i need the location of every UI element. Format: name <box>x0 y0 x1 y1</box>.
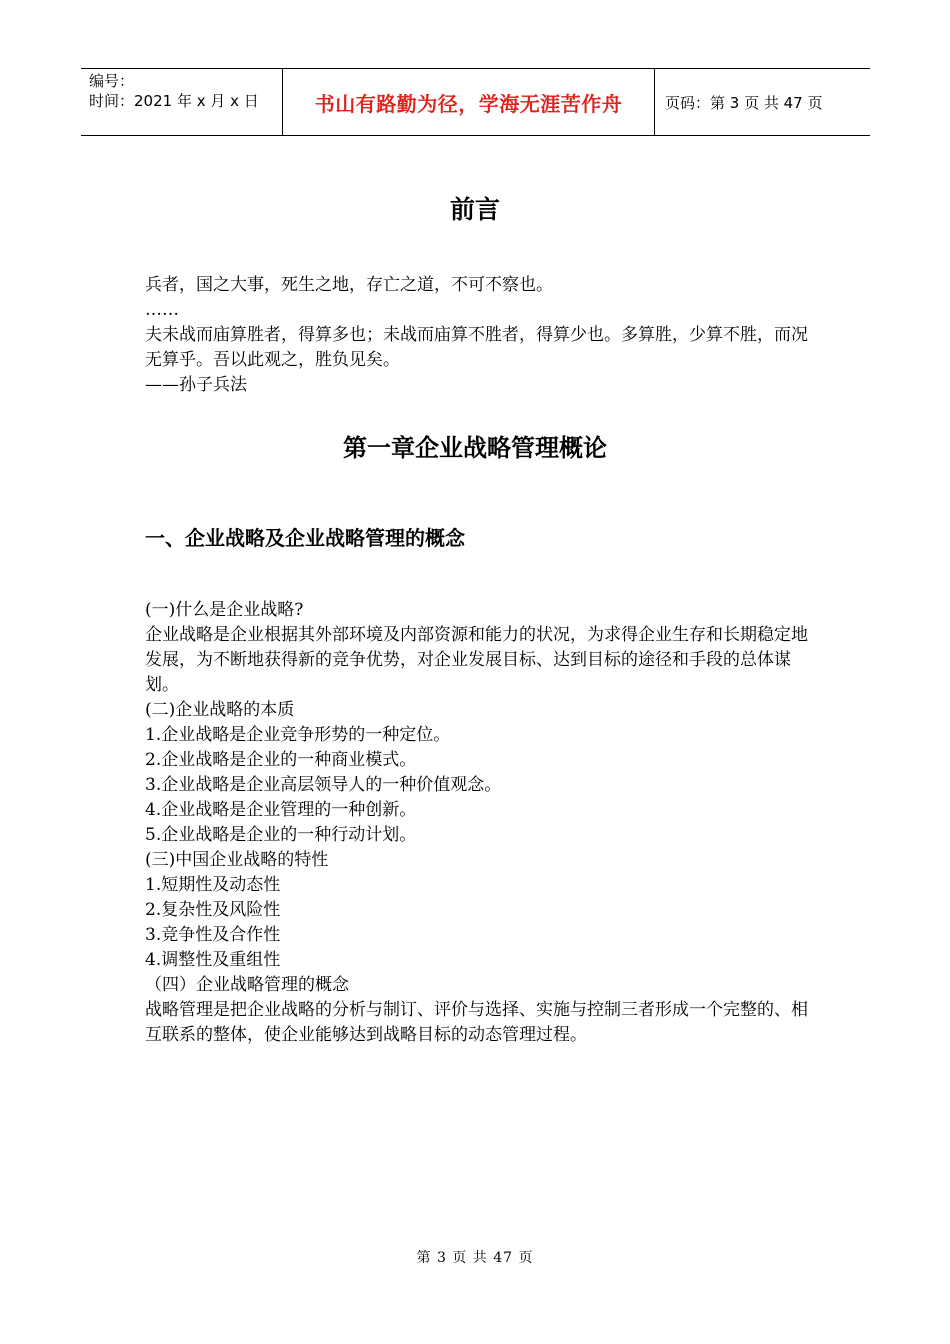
preface-title: 前言 <box>449 195 500 224</box>
body-paragraph: 企业战略是企业根据其外部环境及内部资源和能力的状况，为求得企业生存和长期稳定地发展，为不断地获得新的竞争优势，对企业发展目标、达到目标的途径和手段的总体谋划。 <box>145 625 808 695</box>
header-page-info: 页码：第 3 页 共 47 页 <box>665 93 823 112</box>
body-paragraph: （四）企业战略管理的概念 <box>145 975 349 995</box>
body-paragraph: (三)中国企业战略的特性 <box>145 850 329 870</box>
body-paragraph: 1.企业战略是企业竞争形势的一种定位。 <box>145 725 451 745</box>
body-paragraph: 5.企业战略是企业的一种行动计划。 <box>145 825 417 845</box>
header-meta <box>81 69 282 135</box>
body-paragraph: 3.企业战略是企业高层领导人的一种价值观念。 <box>145 775 502 795</box>
body-paragraph: (一)什么是企业战略? <box>145 600 304 620</box>
preface-line: …… <box>145 300 179 320</box>
page-footer: 第 3 页 共 47 页 <box>416 1250 534 1266</box>
body-paragraph: 4.调整性及重组性 <box>145 950 281 970</box>
chapter-body <box>145 598 815 1048</box>
preface-line: ——孙子兵法 <box>145 375 247 395</box>
body-paragraph: 2.企业战略是企业的一种商业模式。 <box>145 750 417 770</box>
document-date-label: 时间：2021 年 x 月 x 日 <box>89 92 259 110</box>
body-paragraph: (二)企业战略的本质 <box>145 700 295 720</box>
section-heading: 一、企业战略及企业战略管理的概念 <box>145 526 465 550</box>
preface-line: 夫未战而庙算胜者，得算多也；未战而庙算不胜者，得算少也。多算胜，少算不胜，而况无算乎。吾以此观之，胜负见矣。 <box>145 325 808 370</box>
chapter-title: 第一章企业战略管理概论 <box>343 434 607 462</box>
page-header <box>81 68 870 136</box>
body-paragraph: 3.竞争性及合作性 <box>145 925 281 945</box>
preface-text <box>145 273 815 398</box>
body-paragraph: 战略管理是把企业战略的分析与制订、评价与选择、实施与控制三者形成一个完整的、相互联系的整体，使企业能够达到战略目标的动态管理过程。 <box>145 1000 808 1045</box>
header-motto: 书山有路勤为径，学海无涯苦作舟 <box>282 69 655 135</box>
body-paragraph: 4.企业战略是企业管理的一种创新。 <box>145 800 417 820</box>
body-paragraph: 1.短期性及动态性 <box>145 875 281 895</box>
document-number-label: 编号： <box>89 72 135 90</box>
preface-line: 兵者，国之大事，死生之地，存亡之道，不可不察也。 <box>145 275 553 295</box>
body-paragraph: 2.复杂性及风险性 <box>145 900 281 920</box>
